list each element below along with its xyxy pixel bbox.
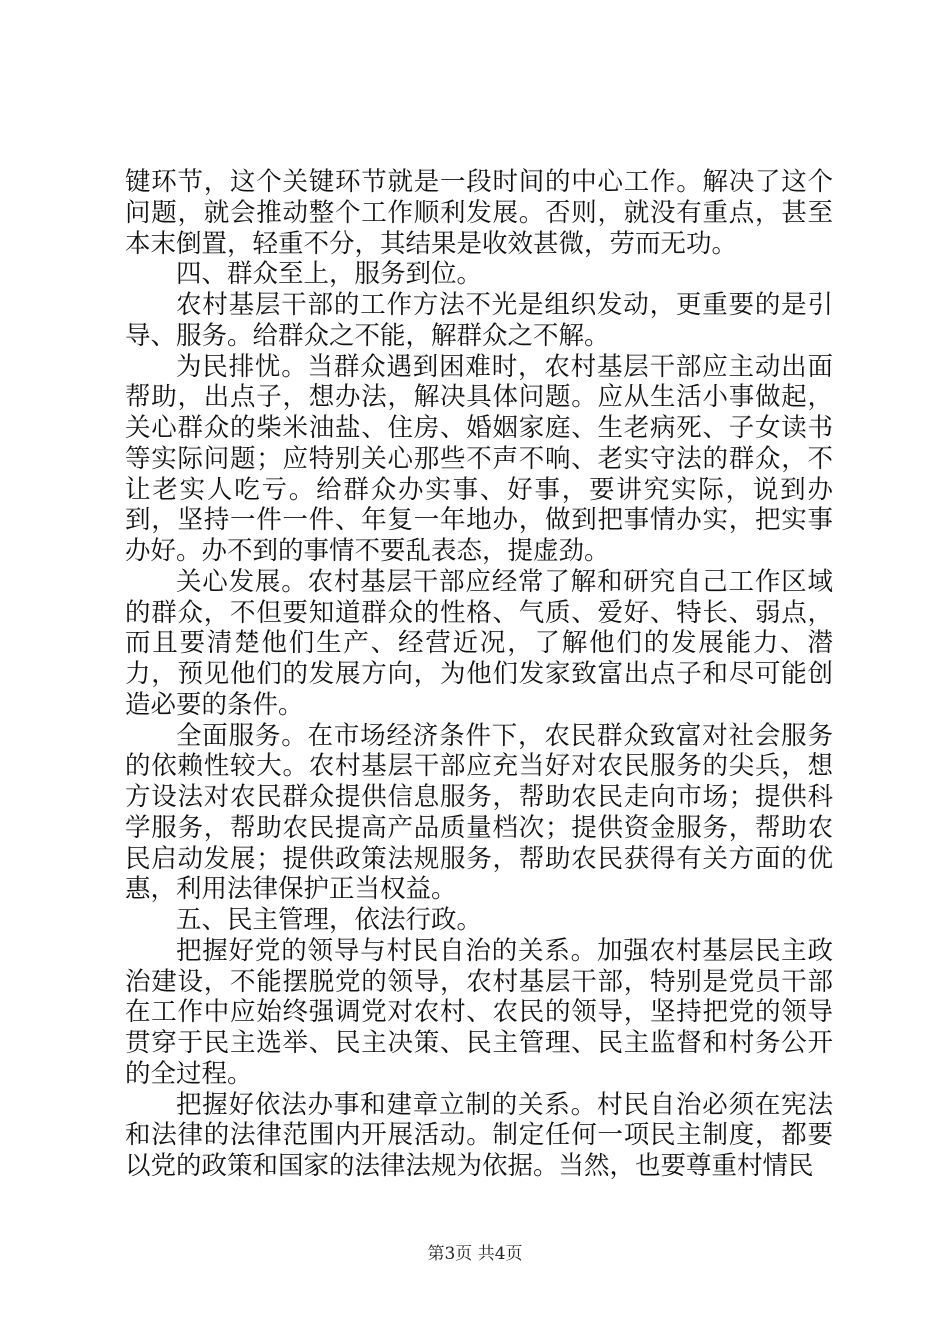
document-body	[125, 167, 833, 1182]
paragraph: 把握好党的领导与村民自治的关系。加强农村基层民主政治建设，不能摆脱党的领导，农村基层干部，特别是党员干部在工作中应始终强调党对农村、农民的领导，坚持把党的领导贯穿于民主选举、民主决策、民主管理、民主监督和村务公开的全过程。	[125, 935, 833, 1089]
section-heading-five: 五、民主管理，依法行政。	[176, 905, 483, 935]
paragraph: 为民排忧。当群众遇到困难时，农村基层干部应主动出面帮助，出点子，想办法，解决具体问题。应从生活小事做起，关心群众的柴米油盐、住房、婚姻家庭、生老病死、子女读书等实际问题；应特别关心那些不声不响、老实守法的群众，不让老实人吃亏。给群众办实事、好事，要讲究实际，说到办到，坚持一件一件、年复一年地办，做到把事情办实，把实事办好。办不到的事情不要乱表态，提虚劲。	[125, 351, 833, 566]
paragraph: 把握好依法办事和建章立制的关系。村民自治必须在宪法和法律的法律范围内开展活动。制定任何一项民主制度，都要以党的政策和国家的法律法规为依据。当然，也要尊重村情民	[125, 1089, 833, 1181]
section-heading-four: 四、群众至上，服务到位。	[176, 259, 483, 290]
paragraph-continued: 键环节，这个关键环节就是一段时间的中心工作。解决了这个问题，就会推动整个工作顺利发展。否则，就没有重点，甚至本末倒置，轻重不分，其结果是收效甚微，劳而无功。	[125, 167, 833, 259]
paragraph: 全面服务。在市场经济条件下，农民群众致富对社会服务的依赖性较大。农村基层干部应充当好对农民服务的尖兵，想方设法对农民群众提供信息服务，帮助农民走向市场；提供科学服务，帮助农民提高产品质量档次；提供资金服务，帮助农民启动发展；提供政策法规服务，帮助农民获得有关方面的优惠，利用法律保护正当权益。	[125, 720, 833, 905]
paragraph: 关心发展。农村基层干部应经常了解和研究自己工作区域的群众，不但要知道群众的性格、气质、爱好、特长、弱点，而且要清楚他们生产、经营近况，了解他们的发展能力、潜力，预见他们的发展方向，为他们发家致富出点子和尽可能创造必要的条件。	[125, 566, 833, 720]
page-footer	[0, 1243, 950, 1265]
page-number-label: 第3页 共4页	[427, 1244, 523, 1264]
paragraph: 农村基层干部的工作方法不光是组织发动，更重要的是引导、服务。给群众之不能，解群众之不解。	[125, 290, 833, 351]
